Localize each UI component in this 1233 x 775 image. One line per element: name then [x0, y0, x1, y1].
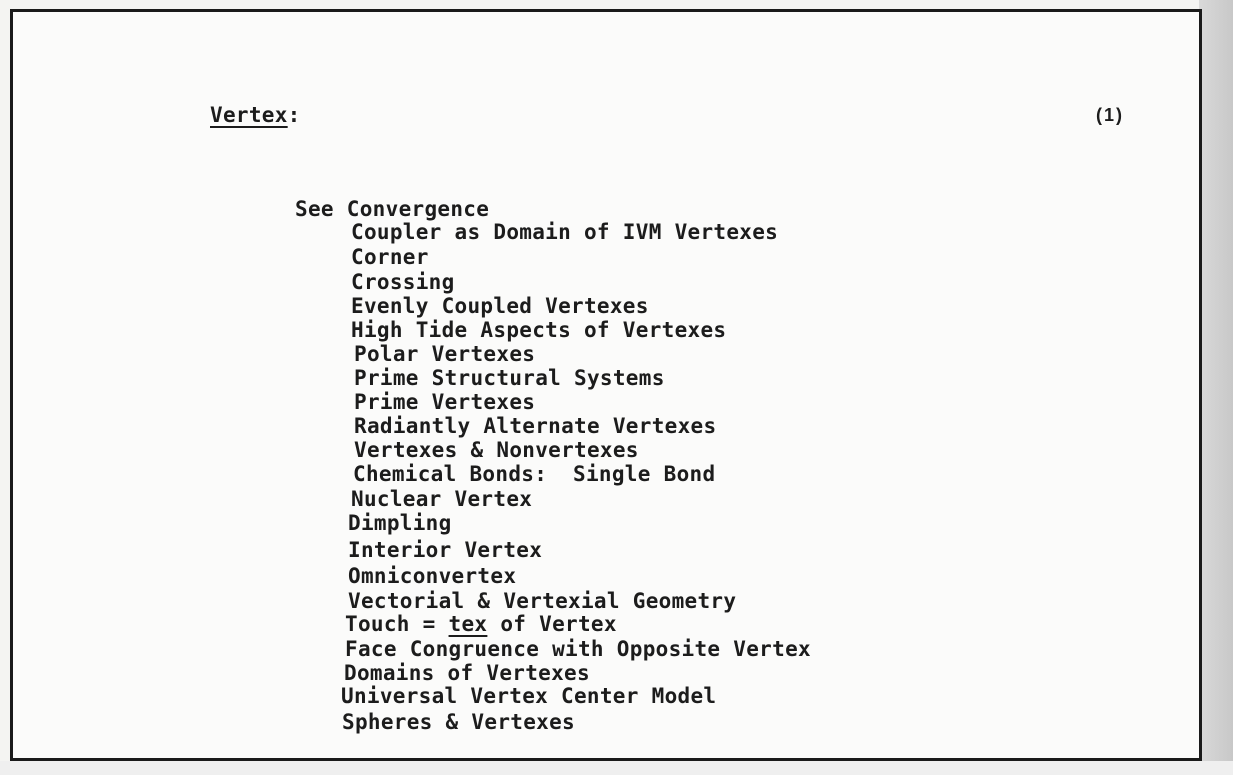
reference-item: Face Congruence with Opposite Vertex	[345, 637, 811, 661]
reference-item: Prime Vertexes	[354, 390, 536, 414]
entry-heading-word: Vertex	[210, 103, 288, 127]
reference-item-touch	[345, 612, 617, 636]
see-line	[295, 197, 489, 221]
reference-item: Chemical Bonds: Single Bond	[353, 462, 716, 486]
touch-prefix: Touch =	[345, 612, 449, 636]
reference-item: Evenly Coupled Vertexes	[351, 294, 649, 318]
reference-item: Corner	[351, 245, 429, 269]
reference-item: Radiantly Alternate Vertexes	[354, 414, 717, 438]
card-number: (1)	[1096, 105, 1124, 125]
reference-item: Nuclear Vertex	[351, 487, 533, 511]
reference-item: Omniconvertex	[348, 564, 517, 588]
reference-item: Crossing	[351, 270, 455, 294]
reference-item: Dimpling	[348, 511, 452, 535]
entry-heading-colon: :	[287, 103, 301, 127]
see-label: See	[295, 197, 334, 221]
reference-item: Prime Structural Systems	[354, 366, 665, 390]
touch-suffix: of Vertex	[487, 612, 617, 636]
reference-item: Coupler as Domain of IVM Vertexes	[351, 220, 779, 244]
reference-item: Universal Vertex Center Model	[341, 684, 717, 708]
reference-item: Spheres & Vertexes	[342, 710, 575, 734]
reference-item: High Tide Aspects of Vertexes	[351, 318, 727, 342]
reference-item: Polar Vertexes	[354, 342, 536, 366]
page-margin	[1199, 0, 1233, 775]
reference-item: Vectorial & Vertexial Geometry	[348, 589, 737, 613]
reference-item: Domains of Vertexes	[344, 661, 590, 685]
reference-item: Interior Vertex	[348, 538, 543, 562]
reference-item: Convergence	[346, 197, 490, 221]
entry-heading	[210, 103, 301, 127]
touch-underlined: tex	[448, 612, 488, 636]
page-bottom-edge	[0, 761, 1233, 775]
reference-item: Vertexes & Nonvertexes	[354, 438, 639, 462]
